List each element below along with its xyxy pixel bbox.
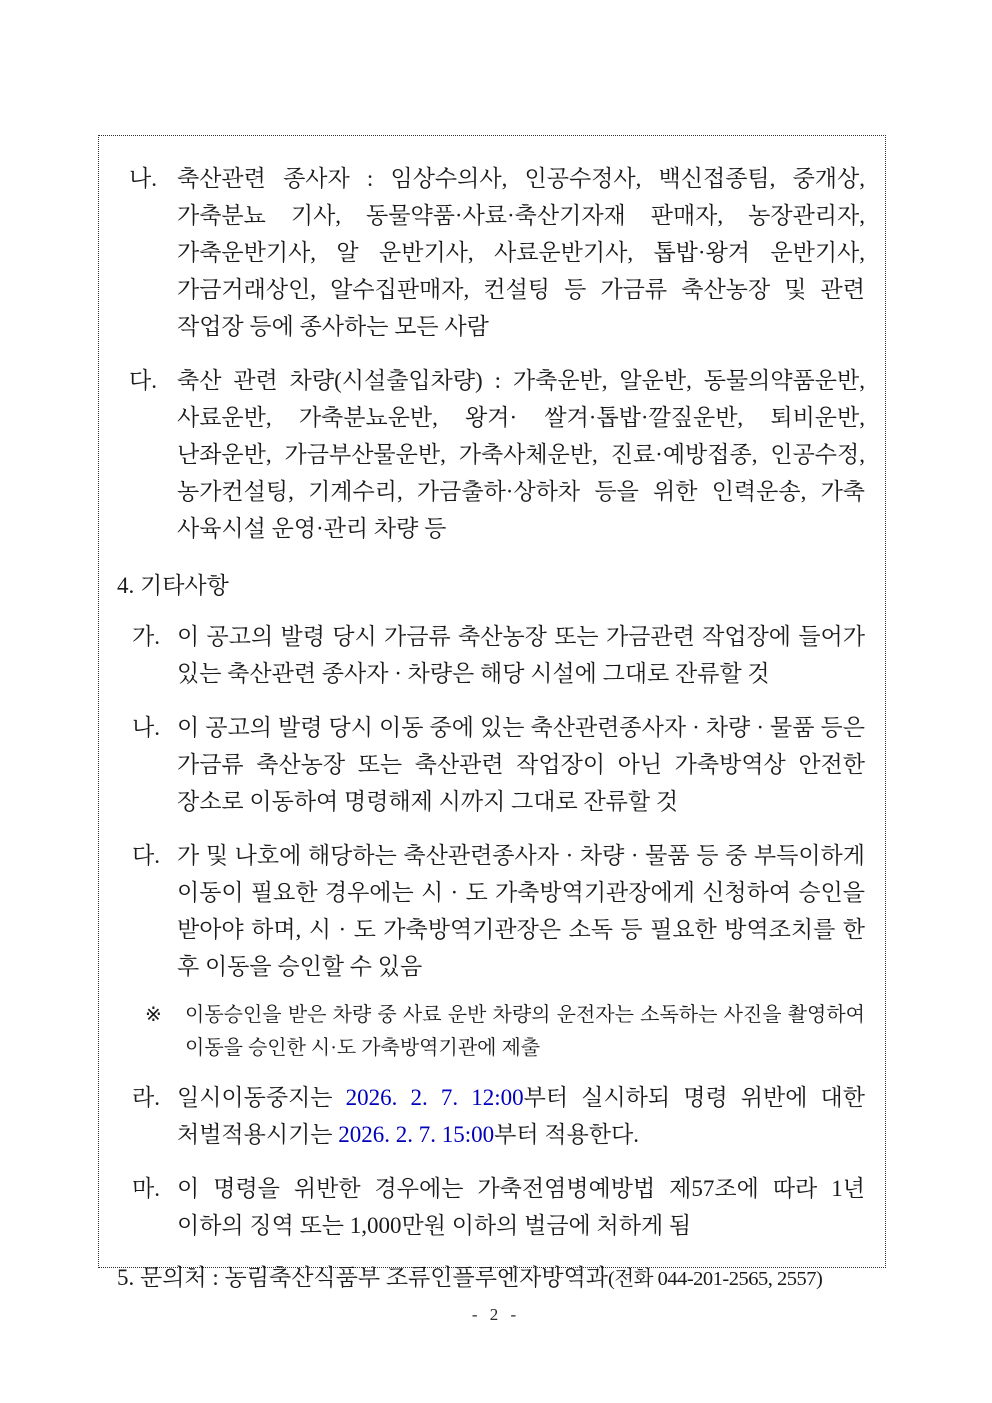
note-feed-vehicle-disinfection	[145, 999, 865, 1065]
paragraph-text: 이 공고의 발령 당시 이동 중에 있는 축산관련종사자 · 차량 · 물품 등은 가금류 축산농장 또는 축산관련 작업장이 아닌 가축방역상 안전한 장소로 이동하여 명령해제 시까지 그대로 잔류할 것	[177, 715, 865, 814]
note-text: 이동승인을 받은 차량 중 사료 운반 차량의 운전자는 소독하는 사진을 촬영하여 이동을 승인한 시·도 가축방역기관에 제출	[185, 1004, 865, 1059]
paragraph-text: 이 공고의 발령 당시 가금류 축산농장 또는 가금관련 작업장에 들어가 있는 축산관련 종사자 · 차량은 해당 시설에 그대로 잔류할 것	[177, 624, 865, 686]
list-marker: 나.	[132, 715, 160, 740]
list-marker: 마.	[132, 1176, 160, 1201]
list-marker: 다.	[129, 368, 157, 393]
reference-mark-icon: ※	[145, 1004, 162, 1026]
penalty-start-datetime: 2026. 2. 7. 15:00	[338, 1122, 495, 1147]
paragraph-text	[177, 1085, 865, 1147]
standstill-start-datetime: 2026. 2. 7. 12:00	[345, 1085, 524, 1110]
contact-line	[117, 1259, 865, 1298]
section-heading-other-matters: 4. 기타사항	[117, 573, 229, 598]
standstill-seg3: 부터 적용한다.	[494, 1122, 639, 1147]
paragraph-text: 축산 관련 차량(시설출입차량) : 가축운반, 알운반, 동물의약품운반, 사료운반, 가축분뇨운반, 왕겨· 쌀겨·톱밥·깔짚운반, 퇴비운반, 난좌운반, 가금부산물운반, 가축사체운반, 진료·예방접종, 인공수정, 농가컨설팅, 기계수리, 가금출하·상하차 등을 위한 인력운송, 가축 사육시설 운영·관리 차량 등	[177, 368, 865, 541]
standstill-seg1: 일시이동중지는	[177, 1085, 346, 1110]
paragraph-penalty	[132, 1170, 865, 1244]
paragraph-livestock-workers	[129, 160, 865, 345]
paragraph-text: 축산관련 종사자 : 임상수의사, 인공수정사, 백신접종팀, 중개상, 가축분뇨 기사, 동물약품·사료·축산기자재 판매자, 농장관리자, 가축운반기사, 알 운반기사, 사료운반기사, 톱밥·왕겨 운반기사, 가금거래상인, 알수집판매자, 컨설팅 등 가금류 축산농장 및 관련 작업장 등에 종사하는 모든 사람	[177, 166, 865, 339]
notice-body-box	[98, 135, 886, 1290]
list-marker: 다.	[132, 843, 160, 868]
list-marker: 라.	[132, 1085, 160, 1110]
contact-phone-number: (전화 044-201-2565, 2557)	[608, 1268, 823, 1290]
paragraph-moving-remain-safe-place	[132, 709, 865, 820]
paragraph-text: 이 명령을 위반한 경우에는 가축전염병예방법 제57조에 따라 1년 이하의 징역 또는 1,000만원 이하의 벌금에 처하게 됨	[177, 1176, 865, 1238]
list-marker: 나.	[129, 166, 157, 191]
paragraph-livestock-vehicles	[129, 362, 865, 547]
page-number: - 2 -	[471, 1305, 521, 1324]
paragraph-text: 가 및 나호에 해당하는 축산관련종사자 · 차량 · 물품 등 중 부득이하게 이동이 필요한 경우에는 시 · 도 가축방역기관장에게 신청하여 승인을 받아야 하며, 시 · 도 가축방역기관장은 소독 등 필요한 방역조치를 한 후 이동을 승인할 수 있음	[177, 843, 865, 979]
list-marker: 가.	[132, 624, 160, 649]
standstill-seg2: 부터 실시하되 명령 위반에 대한 처벌적용시기는	[177, 1085, 865, 1147]
paragraph-remain-at-facility	[132, 618, 865, 692]
paragraph-movement-approval	[132, 837, 865, 985]
contact-label: 5. 문의처 : 농림축산식품부 조류인플루엔자방역과	[117, 1265, 609, 1290]
paragraph-standstill-times	[132, 1079, 865, 1153]
